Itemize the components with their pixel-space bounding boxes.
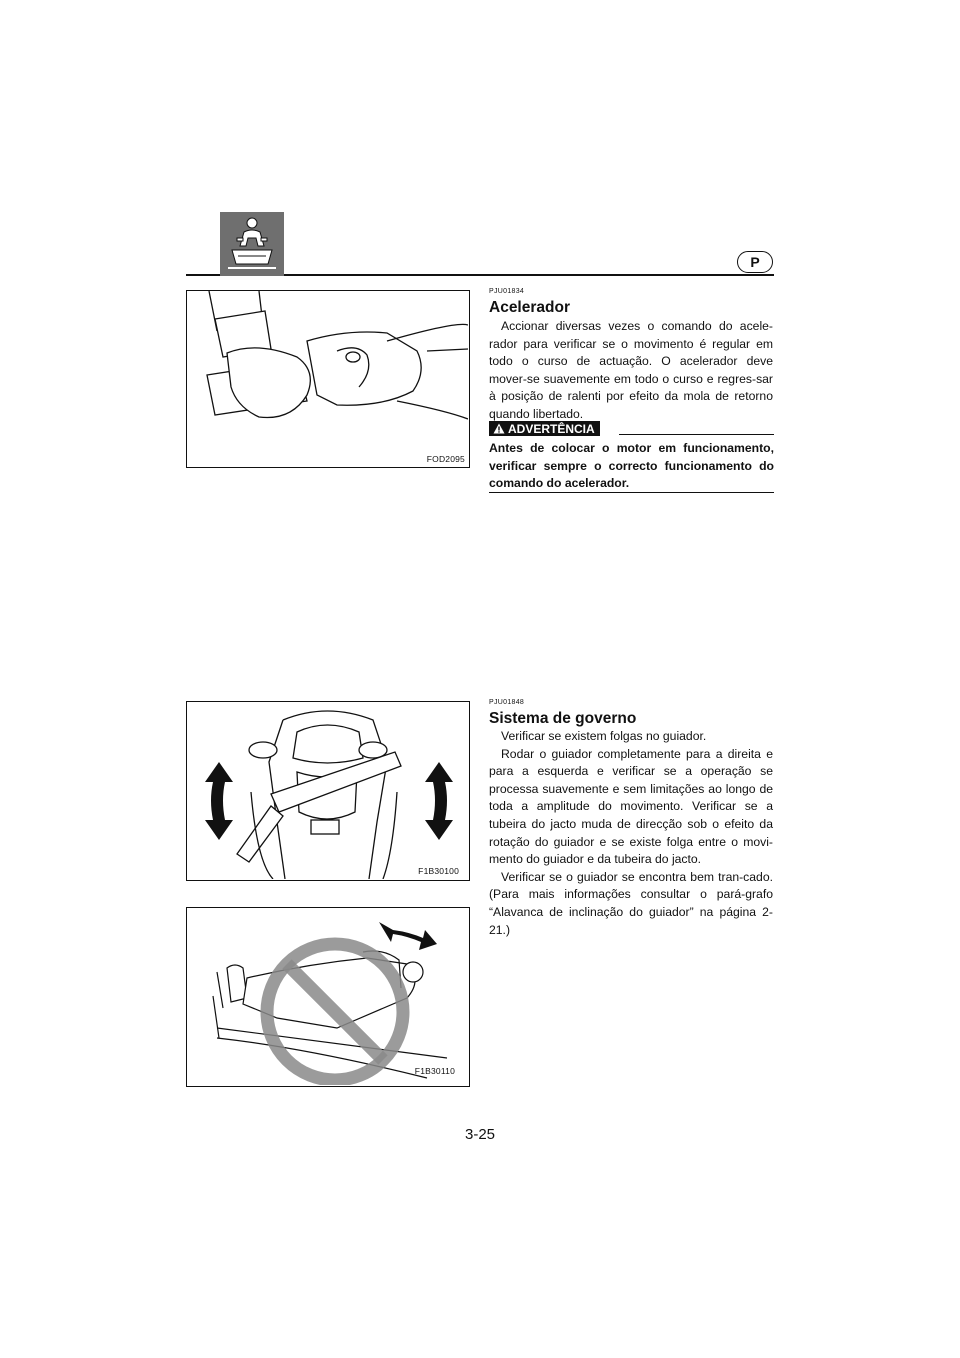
steering-illustration (187, 702, 468, 879)
watercraft-rider-icon (220, 212, 284, 276)
throttle-paragraph: Accionar diversas vezes o comando do acele-rador para verificar se o movimento é regular em todo o curso de actuação. O acelerador deve mover-se suavemente em todo o curso e regres-sar à posição de ralenti por efeito da mola de retorno quando libertado. (489, 319, 773, 421)
warning-badge (489, 421, 600, 436)
figure-label: FOD2095 (426, 454, 465, 464)
steering-paragraph-1: Verificar se existem folgas no guiador. (501, 729, 707, 743)
throttle-illustration (187, 291, 468, 466)
warning-end-rule (489, 492, 774, 493)
section-code: PJU01848 (489, 699, 525, 706)
language-badge: P (737, 251, 773, 273)
warning-triangle-icon (493, 423, 505, 434)
figure-label: F1B30100 (418, 866, 459, 876)
figure-label: F1B30110 (414, 1066, 455, 1076)
warning-text: Antes de colocar o motor em funcionamento, verificar sempre o correcto funcionamento do comando do acelerador. (489, 441, 774, 491)
warning-rule (619, 434, 774, 435)
section-code: PJU01834 (489, 288, 525, 295)
steering-paragraph-3: Verificar se o guiador se encontra bem tran-cado. (Para mais informações consultar o pará-grafo “Alavanca de inclinação do guiador” na página 2-21.) (489, 869, 773, 937)
rotation-arrow-icon (379, 922, 437, 950)
figure-throttle (186, 290, 470, 468)
steering-paragraph-2: Rodar o guiador completamente para a direita e para a esquerda e verificar se a operação se processa suavemente e sem limitações ao longo de toda a amplitude do movimento. Verificar se a tubeira do jacto muda de direcção sob o efeito da rotação do guiador e se existe folga entre o movi-mento do guiador e da tubeira do jacto. (489, 746, 773, 867)
page-number: 3-25 (464, 1126, 496, 1143)
section-body (489, 318, 773, 424)
figure-steering (186, 701, 470, 881)
prohibited-illustration (187, 908, 468, 1085)
section-title: Sistema de governo (489, 710, 637, 727)
section-title: Acelerador (489, 299, 570, 316)
figure-prohibited (186, 907, 470, 1087)
warning-label: ADVERTÊNCIA (508, 421, 595, 436)
section-body (489, 728, 773, 939)
